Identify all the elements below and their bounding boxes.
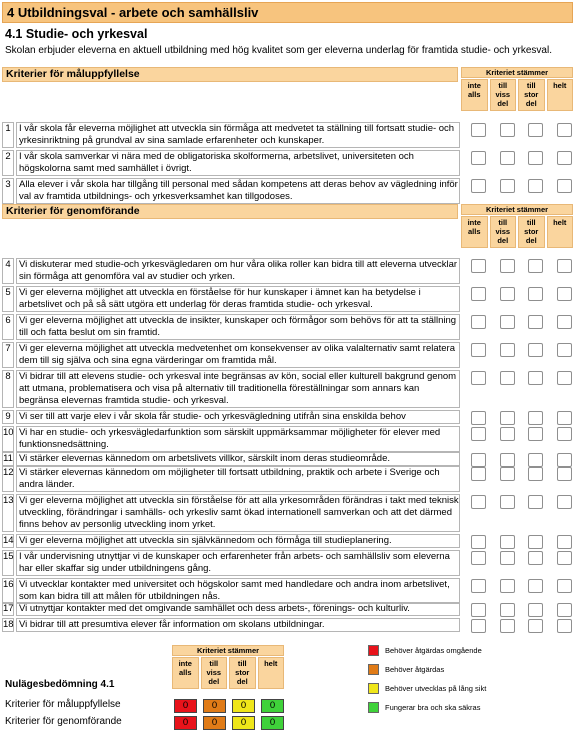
summary-cell: 0 bbox=[232, 699, 255, 713]
criterion-number: 3 bbox=[2, 178, 14, 204]
summary-row-label-execution: Kriterier för genomförande bbox=[5, 716, 122, 727]
criterion-row bbox=[2, 342, 573, 368]
header-col-inte-alls: inte alls bbox=[461, 79, 488, 111]
summary-col-inte-alls: inte alls bbox=[172, 657, 199, 689]
criteria-header-top: Kriteriet stämmer bbox=[461, 204, 573, 215]
section-title: 4 Utbildningsval - arbete och samhällsliv bbox=[2, 2, 573, 23]
criterion-text: Vi diskuterar med studie-och yrkesvägledaren om hur våra olika roller kan bidra till att eleverna utvecklar sin förmåga att genomföra val av studier och yrken. bbox=[16, 258, 460, 284]
criterion-row bbox=[2, 286, 573, 312]
criterion-number: 7 bbox=[2, 342, 14, 368]
goal-section-header: Kriterier för måluppfyllelse bbox=[2, 67, 458, 82]
checkbox-inte-alls[interactable] bbox=[471, 453, 486, 467]
checkbox-till-viss-del[interactable] bbox=[500, 467, 515, 481]
checkbox-inte-alls[interactable] bbox=[471, 427, 486, 441]
checkbox-till-stor-del[interactable] bbox=[528, 411, 543, 425]
checkbox-inte-alls[interactable] bbox=[471, 551, 486, 565]
checkbox-till-stor-del[interactable] bbox=[528, 371, 543, 385]
checkbox-inte-alls[interactable] bbox=[471, 151, 486, 165]
header-col-helt: helt bbox=[547, 216, 574, 248]
summary-col-helt: helt bbox=[258, 657, 285, 689]
checkbox-helt[interactable] bbox=[557, 579, 572, 593]
criterion-text: Vi utnyttjar kontakter med det omgivande samhället och dess arbets-, förenings- och kulturliv. bbox=[16, 602, 460, 616]
criterion-row bbox=[2, 178, 573, 204]
criterion-number: 13 bbox=[2, 494, 14, 532]
summary-cell: 0 bbox=[203, 716, 226, 730]
criterion-row bbox=[2, 426, 573, 452]
legend-label: Behöver utvecklas på lång sikt bbox=[385, 684, 487, 693]
summary-col-till-viss-del: till viss del bbox=[201, 657, 228, 689]
criterion-row bbox=[2, 550, 573, 576]
criteria-header-goal bbox=[461, 67, 573, 111]
summary-title: Nulägesbedömning 4.1 bbox=[5, 679, 115, 690]
criterion-number: 16 bbox=[2, 578, 14, 604]
header-col-till-viss-del: till viss del bbox=[490, 216, 517, 248]
legend-label: Behöver åtgärdas omgående bbox=[385, 646, 482, 655]
checkbox-helt[interactable] bbox=[557, 411, 572, 425]
summary-header bbox=[172, 645, 284, 689]
intro-text: Skolan erbjuder eleverna en aktuell utbildning med hög kvalitet som ger eleverna underlag för framtida studie- och yrkesval. bbox=[5, 45, 552, 56]
summary-cell: 0 bbox=[174, 716, 197, 730]
checkbox-inte-alls[interactable] bbox=[471, 411, 486, 425]
summary-cell: 0 bbox=[232, 716, 255, 730]
criterion-text: Vi utvecklar kontakter med universitet och högskolor samt med handledare och andra inom arbetslivet, som kan bidra till att målen för utbildningen nås. bbox=[16, 578, 460, 604]
checkbox-till-stor-del[interactable] bbox=[528, 467, 543, 481]
criterion-text: Vi ger eleverna möjlighet att utveckla medvetenhet om konsekvenser av olika valalternativ samt relatera dem till sig själva och sina egna värderingar om framtida mål. bbox=[16, 342, 460, 368]
checkbox-till-viss-del[interactable] bbox=[500, 151, 515, 165]
checkbox-till-viss-del[interactable] bbox=[500, 579, 515, 593]
criterion-text: Vi ser till att varje elev i vår skola får studie- och yrkesvägledning utifrån sina enskilda behov bbox=[16, 410, 460, 424]
checkbox-helt[interactable] bbox=[557, 603, 572, 617]
checkbox-inte-alls[interactable] bbox=[471, 123, 486, 137]
checkbox-till-stor-del[interactable] bbox=[528, 151, 543, 165]
checkbox-till-stor-del[interactable] bbox=[528, 343, 543, 357]
criterion-number: 8 bbox=[2, 370, 14, 408]
checkbox-till-viss-del[interactable] bbox=[500, 315, 515, 329]
criterion-text: Vi stärker elevernas kännedom om möjligheter till fortsatt utbildning, praktik och arbete i Sverige och andra länder. bbox=[16, 466, 460, 492]
checkbox-inte-alls[interactable] bbox=[471, 315, 486, 329]
criterion-row bbox=[2, 122, 573, 148]
checkbox-inte-alls[interactable] bbox=[471, 495, 486, 509]
checkbox-till-viss-del[interactable] bbox=[500, 179, 515, 193]
criterion-row bbox=[2, 150, 573, 176]
header-col-helt: helt bbox=[547, 79, 574, 111]
summary-cell: 0 bbox=[203, 699, 226, 713]
criterion-text: Vi bidrar till att presumtiva elever får information om skolans utbildningar. bbox=[16, 618, 460, 632]
checkbox-till-stor-del[interactable] bbox=[528, 495, 543, 509]
checkbox-helt[interactable] bbox=[557, 619, 572, 633]
legend-swatch bbox=[368, 702, 379, 713]
checkbox-till-stor-del[interactable] bbox=[528, 453, 543, 467]
checkbox-helt[interactable] bbox=[557, 259, 572, 273]
checkbox-till-stor-del[interactable] bbox=[528, 579, 543, 593]
checkbox-helt[interactable] bbox=[557, 343, 572, 357]
checkbox-till-viss-del[interactable] bbox=[500, 287, 515, 301]
checkbox-till-viss-del[interactable] bbox=[500, 535, 515, 549]
checkbox-helt[interactable] bbox=[557, 467, 572, 481]
checkbox-till-stor-del[interactable] bbox=[528, 287, 543, 301]
criterion-number: 5 bbox=[2, 286, 14, 312]
checkbox-till-stor-del[interactable] bbox=[528, 123, 543, 137]
criterion-row bbox=[2, 258, 573, 284]
checkbox-till-viss-del[interactable] bbox=[500, 551, 515, 565]
checkbox-helt[interactable] bbox=[557, 535, 572, 549]
criterion-text: Vi har en studie- och yrkesvägledarfunktion som särskilt uppmärksammar möjligheter för elever med funktionsnedsättning. bbox=[16, 426, 460, 452]
checkbox-till-viss-del[interactable] bbox=[500, 259, 515, 273]
checkbox-till-stor-del[interactable] bbox=[528, 619, 543, 633]
criterion-number: 2 bbox=[2, 150, 14, 176]
criterion-row bbox=[2, 578, 573, 604]
checkbox-inte-alls[interactable] bbox=[471, 259, 486, 273]
summary-cell: 0 bbox=[174, 699, 197, 713]
checkbox-inte-alls[interactable] bbox=[471, 343, 486, 357]
checkbox-inte-alls[interactable] bbox=[471, 179, 486, 193]
checkbox-till-stor-del[interactable] bbox=[528, 535, 543, 549]
subsection-title: 4.1 Studie- och yrkesval bbox=[5, 27, 148, 41]
criterion-text: I vår undervisning utnyttjar vi de kunskaper och erfarenheter från arbets- och samhällsliv som eleverna har eller skaffar sig under utbildningens gång. bbox=[16, 550, 460, 576]
criterion-text: Alla elever i vår skola har tillgång till personal med sådan kompetens att deras behov av vägledning inför val av framtida utbildnings- och yrkesverksamhet kan tillgodoses. bbox=[16, 178, 460, 204]
criterion-number: 10 bbox=[2, 426, 14, 452]
criterion-text: I vår skola får eleverna möjlighet att utveckla sin förmåga att medvetet ta ställning till fortsatt studie- och yrkesinriktning på grundval av sina samlade erfarenheter och kunskaper. bbox=[16, 122, 460, 148]
legend-swatch bbox=[368, 645, 379, 656]
checkbox-inte-alls[interactable] bbox=[471, 467, 486, 481]
checkbox-till-viss-del[interactable] bbox=[500, 495, 515, 509]
checkbox-inte-alls[interactable] bbox=[471, 535, 486, 549]
checkbox-helt[interactable] bbox=[557, 371, 572, 385]
checkbox-helt[interactable] bbox=[557, 495, 572, 509]
criterion-text: Vi ger eleverna möjlighet att utveckla sin förståelse för att alla yrkesområden förändras i takt med teknisk utveckling, förändringar i samhälls- och yrkesliv samt ökad internationell samverkan och att det därmed finns behov av personlig utveckling inom yrket. bbox=[16, 494, 460, 532]
summary-cell: 0 bbox=[261, 699, 284, 713]
checkbox-helt[interactable] bbox=[557, 551, 572, 565]
criterion-number: 11 bbox=[3, 453, 13, 464]
header-col-till-stor-del: till stor del bbox=[518, 216, 545, 248]
criterion-number: 12 bbox=[2, 466, 14, 492]
criterion-number: 14 bbox=[3, 535, 14, 546]
legend-swatch bbox=[368, 664, 379, 675]
checkbox-inte-alls[interactable] bbox=[471, 579, 486, 593]
checkbox-helt[interactable] bbox=[557, 427, 572, 441]
checkbox-till-viss-del[interactable] bbox=[500, 603, 515, 617]
checkbox-till-stor-del[interactable] bbox=[528, 603, 543, 617]
checkbox-inte-alls[interactable] bbox=[471, 603, 486, 617]
legend-label: Fungerar bra och ska säkras bbox=[385, 703, 481, 712]
header-col-till-stor-del: till stor del bbox=[518, 79, 545, 111]
criterion-text: Vi stärker elevernas kännedom om arbetslivets villkor, särskilt inom deras studieområde. bbox=[16, 452, 460, 466]
criteria-header-execution bbox=[461, 204, 573, 248]
header-col-inte-alls: inte alls bbox=[461, 216, 488, 248]
checkbox-inte-alls[interactable] bbox=[471, 619, 486, 633]
criterion-number: 18 bbox=[3, 619, 14, 630]
checkbox-till-stor-del[interactable] bbox=[528, 259, 543, 273]
criterion-number: 17 bbox=[3, 603, 14, 614]
criterion-row bbox=[2, 466, 573, 492]
header-col-till-viss-del: till viss del bbox=[490, 79, 517, 111]
checkbox-till-viss-del[interactable] bbox=[500, 619, 515, 633]
checkbox-till-viss-del[interactable] bbox=[500, 343, 515, 357]
legend-swatch bbox=[368, 683, 379, 694]
checkbox-till-viss-del[interactable] bbox=[500, 371, 515, 385]
checkbox-helt[interactable] bbox=[557, 453, 572, 467]
checkbox-till-viss-del[interactable] bbox=[500, 123, 515, 137]
criterion-row bbox=[2, 618, 573, 632]
criterion-number: 9 bbox=[2, 410, 14, 424]
checkbox-till-viss-del[interactable] bbox=[500, 411, 515, 425]
criterion-text: Vi bidrar till att elevens studie- och yrkesval inte begränsas av kön, social eller kulturell bakgrund genom att utmana, problematisera och visa på alternativ till traditionella föreställningar som annars kan begränsa elevernas framtida studie- och yrkesval. bbox=[16, 370, 460, 408]
criterion-text: Vi ger eleverna möjlighet att utveckla de insikter, kunskaper och förmågor som behövs för att ta ställning till och fatta beslut om sin framtid. bbox=[16, 314, 460, 340]
checkbox-till-stor-del[interactable] bbox=[528, 427, 543, 441]
checkbox-inte-alls[interactable] bbox=[471, 371, 486, 385]
summary-cell: 0 bbox=[261, 716, 284, 730]
checkbox-helt[interactable] bbox=[557, 179, 572, 193]
criterion-text: Vi ger eleverna möjlighet att utveckla en förståelse för hur kunskaper i ämnet kan ha betydelse i arbetslivet och på så sätt utgöra ett underlag för deras framtida studie- och yrkesval. bbox=[16, 286, 460, 312]
checkbox-helt[interactable] bbox=[557, 123, 572, 137]
execution-section-header: Kriterier för genomförande bbox=[2, 204, 458, 219]
criterion-number: 6 bbox=[2, 314, 14, 340]
criterion-number: 4 bbox=[2, 258, 14, 284]
checkbox-till-viss-del[interactable] bbox=[500, 453, 515, 467]
summary-row-label-goal: Kriterier för måluppfyllelse bbox=[5, 699, 121, 710]
criteria-header-top: Kriteriet stämmer bbox=[461, 67, 573, 78]
checkbox-till-stor-del[interactable] bbox=[528, 315, 543, 329]
checkbox-helt[interactable] bbox=[557, 151, 572, 165]
criterion-row bbox=[2, 314, 573, 340]
legend-label: Behöver åtgärdas bbox=[385, 665, 445, 674]
criterion-number: 1 bbox=[2, 122, 14, 148]
summary-header-top: Kriteriet stämmer bbox=[172, 645, 284, 656]
criterion-row bbox=[2, 534, 573, 548]
checkbox-helt[interactable] bbox=[557, 315, 572, 329]
criterion-number: 15 bbox=[2, 550, 14, 576]
criterion-row bbox=[2, 494, 573, 532]
checkbox-inte-alls[interactable] bbox=[471, 287, 486, 301]
checkbox-till-stor-del[interactable] bbox=[528, 551, 543, 565]
criterion-text: Vi ger eleverna möjlighet att utveckla sin självkännedom och förmåga till studieplanering. bbox=[16, 534, 460, 548]
summary-col-till-stor-del: till stor del bbox=[229, 657, 256, 689]
criterion-row bbox=[2, 410, 573, 424]
checkbox-till-stor-del[interactable] bbox=[528, 179, 543, 193]
checkbox-till-viss-del[interactable] bbox=[500, 427, 515, 441]
criterion-row bbox=[2, 452, 573, 466]
criterion-row bbox=[2, 602, 573, 616]
checkbox-helt[interactable] bbox=[557, 287, 572, 301]
criterion-text: I vår skola samverkar vi nära med de obligatoriska skolformerna, arbetslivet, universiteten och högskolorna samt med samhället i övrigt. bbox=[16, 150, 460, 176]
criterion-row bbox=[2, 370, 573, 408]
